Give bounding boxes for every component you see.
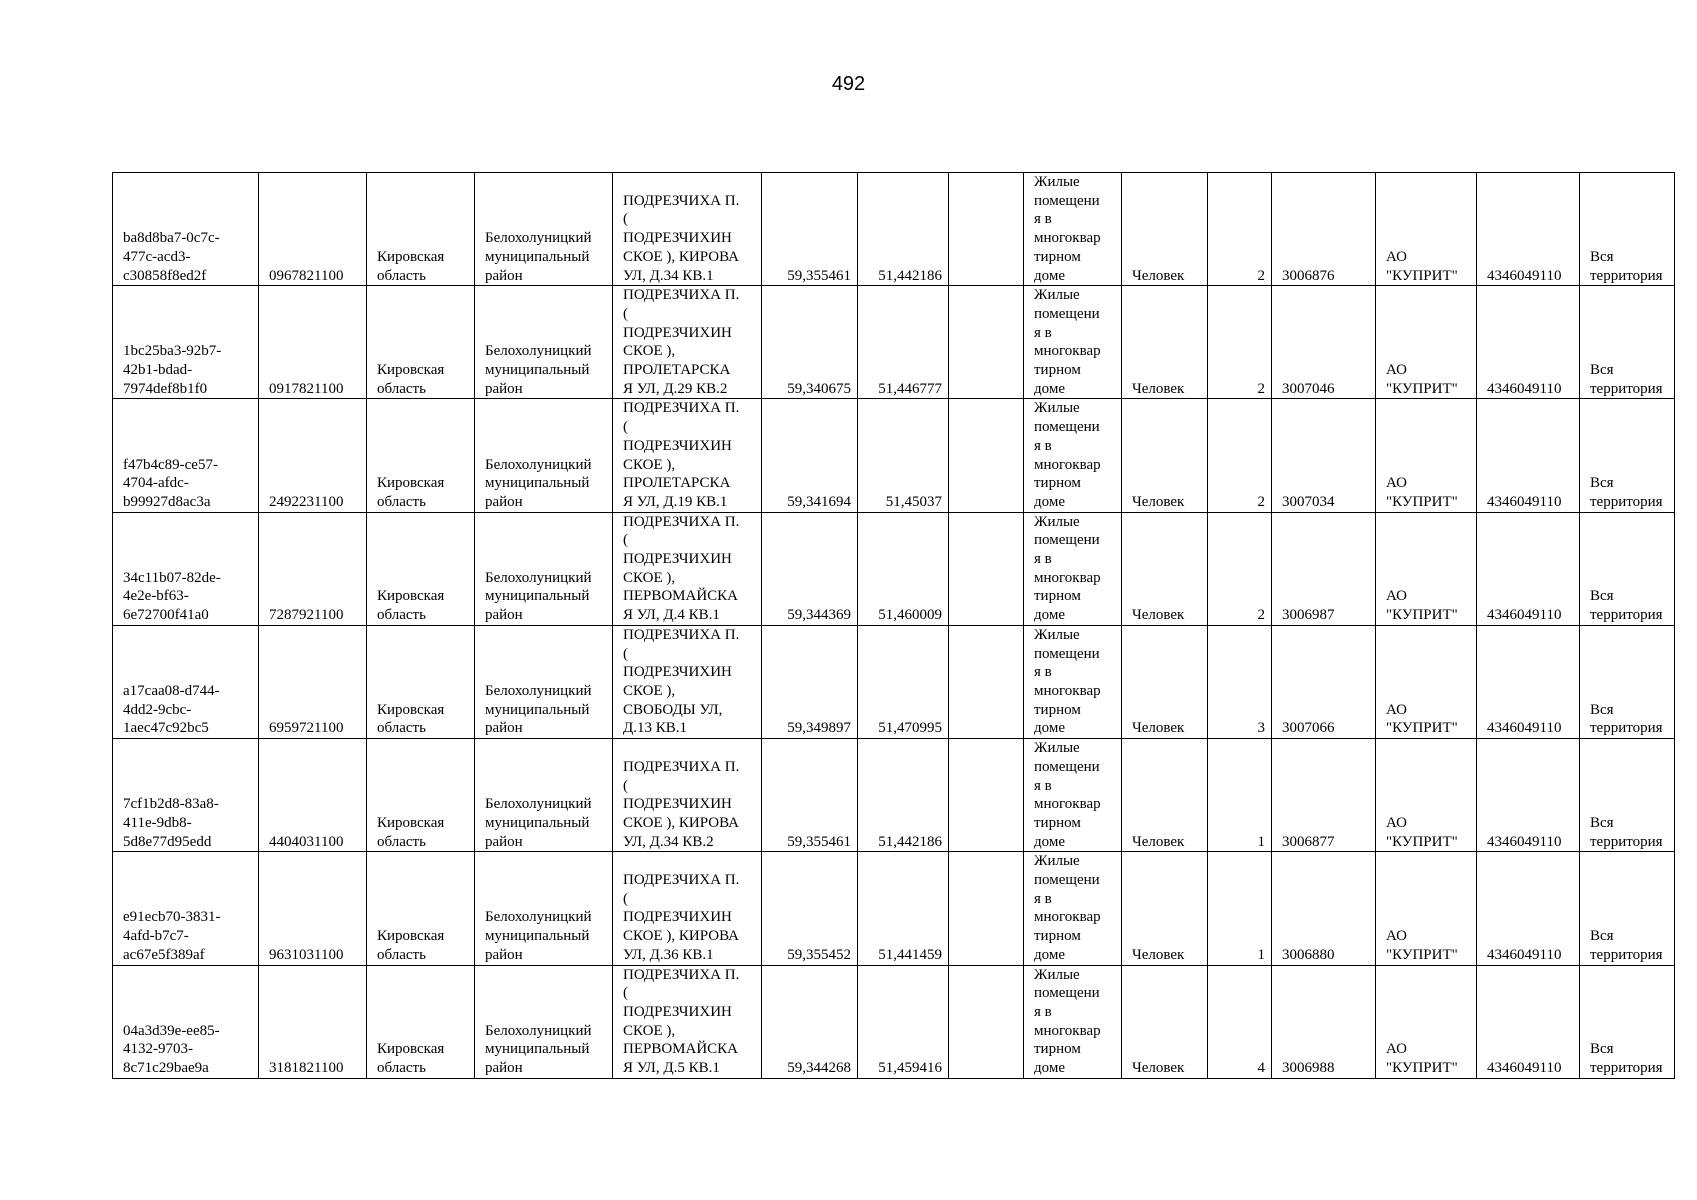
object-type-cell: Жилые помещени я в многоквар тирном доме: [1024, 739, 1122, 852]
record-id-cell: 7cf1b2d8-83a8- 411e-9db8- 5d8e77d95edd: [113, 739, 259, 852]
registry-table: [112, 172, 1675, 1079]
table-row: [113, 286, 1675, 399]
territory-cell: Вся территория: [1580, 399, 1675, 512]
region-cell: Кировская область: [367, 399, 475, 512]
count-cell: 2: [1208, 286, 1272, 399]
region-cell: Кировская область: [367, 739, 475, 852]
longitude-cell: 51,442186: [858, 739, 949, 852]
address-cell: ПОДРЕЗЧИХА П. ( ПОДРЕЗЧИХИН СКОЕ ), КИРОВА УЛ, Д.36 КВ.1: [613, 852, 762, 965]
code-cell: 3006880: [1272, 852, 1376, 965]
oktmo-code-cell: 2492231100: [259, 399, 367, 512]
table-row: [113, 739, 1675, 852]
unit-cell: Человек: [1122, 625, 1208, 738]
region-cell: Кировская область: [367, 286, 475, 399]
address-cell: ПОДРЕЗЧИХА П. ( ПОДРЕЗЧИХИН СКОЕ ), ПЕРВОМАЙСКА Я УЛ, Д.4 КВ.1: [613, 512, 762, 625]
organization-cell: АО "КУПРИТ": [1376, 399, 1477, 512]
count-cell: 4: [1208, 965, 1272, 1078]
table-row: [113, 625, 1675, 738]
longitude-cell: 51,470995: [858, 625, 949, 738]
region-cell: Кировская область: [367, 625, 475, 738]
address-cell: ПОДРЕЗЧИХА П. ( ПОДРЕЗЧИХИН СКОЕ ), ПЕРВОМАЙСКА Я УЛ, Д.5 КВ.1: [613, 965, 762, 1078]
inn-cell: 4346049110: [1477, 625, 1580, 738]
latitude-cell: 59,349897: [762, 625, 858, 738]
latitude-cell: 59,344268: [762, 965, 858, 1078]
unit-cell: Человек: [1122, 965, 1208, 1078]
unit-cell: Человек: [1122, 286, 1208, 399]
record-id-cell: f47b4c89-ce57- 4704-afdc- b99927d8ac3a: [113, 399, 259, 512]
empty-cell: [949, 512, 1024, 625]
district-cell: Белохолуницкий муниципальный район: [475, 739, 613, 852]
object-type-cell: Жилые помещени я в многоквар тирном доме: [1024, 625, 1122, 738]
longitude-cell: 51,442186: [858, 173, 949, 286]
inn-cell: 4346049110: [1477, 512, 1580, 625]
record-id-cell: 34c11b07-82de- 4e2e-bf63- 6e72700f41a0: [113, 512, 259, 625]
table-row: [113, 399, 1675, 512]
count-cell: 2: [1208, 512, 1272, 625]
latitude-cell: 59,355461: [762, 173, 858, 286]
unit-cell: Человек: [1122, 512, 1208, 625]
latitude-cell: 59,355452: [762, 852, 858, 965]
inn-cell: 4346049110: [1477, 965, 1580, 1078]
object-type-cell: Жилые помещени я в многоквар тирном доме: [1024, 399, 1122, 512]
empty-cell: [949, 399, 1024, 512]
longitude-cell: 51,459416: [858, 965, 949, 1078]
region-cell: Кировская область: [367, 512, 475, 625]
district-cell: Белохолуницкий муниципальный район: [475, 399, 613, 512]
unit-cell: Человек: [1122, 852, 1208, 965]
address-cell: ПОДРЕЗЧИХА П. ( ПОДРЕЗЧИХИН СКОЕ ), КИРОВА УЛ, Д.34 КВ.2: [613, 739, 762, 852]
latitude-cell: 59,344369: [762, 512, 858, 625]
latitude-cell: 59,355461: [762, 739, 858, 852]
longitude-cell: 51,45037: [858, 399, 949, 512]
oktmo-code-cell: 0967821100: [259, 173, 367, 286]
territory-cell: Вся территория: [1580, 286, 1675, 399]
longitude-cell: 51,460009: [858, 512, 949, 625]
inn-cell: 4346049110: [1477, 173, 1580, 286]
empty-cell: [949, 625, 1024, 738]
count-cell: 3: [1208, 625, 1272, 738]
longitude-cell: 51,446777: [858, 286, 949, 399]
empty-cell: [949, 173, 1024, 286]
oktmo-code-cell: 9631031100: [259, 852, 367, 965]
longitude-cell: 51,441459: [858, 852, 949, 965]
code-cell: 3006988: [1272, 965, 1376, 1078]
count-cell: 2: [1208, 399, 1272, 512]
code-cell: 3007034: [1272, 399, 1376, 512]
region-cell: Кировская область: [367, 965, 475, 1078]
region-cell: Кировская область: [367, 173, 475, 286]
object-type-cell: Жилые помещени я в многоквар тирном доме: [1024, 852, 1122, 965]
oktmo-code-cell: 0917821100: [259, 286, 367, 399]
latitude-cell: 59,341694: [762, 399, 858, 512]
object-type-cell: Жилые помещени я в многоквар тирном доме: [1024, 965, 1122, 1078]
organization-cell: АО "КУПРИТ": [1376, 286, 1477, 399]
address-cell: ПОДРЕЗЧИХА П. ( ПОДРЕЗЧИХИН СКОЕ ), ПРОЛЕТАРСКА Я УЛ, Д.29 КВ.2: [613, 286, 762, 399]
address-cell: ПОДРЕЗЧИХА П. ( ПОДРЕЗЧИХИН СКОЕ ), КИРОВА УЛ, Д.34 КВ.1: [613, 173, 762, 286]
record-id-cell: 04a3d39e-ee85- 4132-9703- 8c71c29bae9a: [113, 965, 259, 1078]
oktmo-code-cell: 3181821100: [259, 965, 367, 1078]
inn-cell: 4346049110: [1477, 399, 1580, 512]
code-cell: 3006877: [1272, 739, 1376, 852]
district-cell: Белохолуницкий муниципальный район: [475, 852, 613, 965]
organization-cell: АО "КУПРИТ": [1376, 852, 1477, 965]
district-cell: Белохолуницкий муниципальный район: [475, 286, 613, 399]
table-body: [113, 173, 1675, 1079]
object-type-cell: Жилые помещени я в многоквар тирном доме: [1024, 173, 1122, 286]
empty-cell: [949, 286, 1024, 399]
code-cell: 3006876: [1272, 173, 1376, 286]
count-cell: 1: [1208, 852, 1272, 965]
record-id-cell: e91ecb70-3831- 4afd-b7c7- ac67e5f389af: [113, 852, 259, 965]
count-cell: 1: [1208, 739, 1272, 852]
record-id-cell: ba8d8ba7-0c7c- 477c-acd3- c30858f8ed2f: [113, 173, 259, 286]
code-cell: 3006987: [1272, 512, 1376, 625]
oktmo-code-cell: 7287921100: [259, 512, 367, 625]
empty-cell: [949, 852, 1024, 965]
territory-cell: Вся территория: [1580, 625, 1675, 738]
region-cell: Кировская область: [367, 852, 475, 965]
district-cell: Белохолуницкий муниципальный район: [475, 512, 613, 625]
code-cell: 3007066: [1272, 625, 1376, 738]
organization-cell: АО "КУПРИТ": [1376, 965, 1477, 1078]
address-cell: ПОДРЕЗЧИХА П. ( ПОДРЕЗЧИХИН СКОЕ ), СВОБОДЫ УЛ, Д.13 КВ.1: [613, 625, 762, 738]
unit-cell: Человек: [1122, 173, 1208, 286]
territory-cell: Вся территория: [1580, 852, 1675, 965]
record-id-cell: 1bc25ba3-92b7- 42b1-bdad- 7974def8b1f0: [113, 286, 259, 399]
unit-cell: Человек: [1122, 739, 1208, 852]
territory-cell: Вся территория: [1580, 965, 1675, 1078]
territory-cell: Вся территория: [1580, 739, 1675, 852]
territory-cell: Вся территория: [1580, 512, 1675, 625]
code-cell: 3007046: [1272, 286, 1376, 399]
empty-cell: [949, 965, 1024, 1078]
record-id-cell: a17caa08-d744- 4dd2-9cbc- 1aec47c92bc5: [113, 625, 259, 738]
count-cell: 2: [1208, 173, 1272, 286]
territory-cell: Вся территория: [1580, 173, 1675, 286]
page-number: 492: [831, 73, 866, 95]
oktmo-code-cell: 4404031100: [259, 739, 367, 852]
table-row: [113, 173, 1675, 286]
organization-cell: АО "КУПРИТ": [1376, 512, 1477, 625]
inn-cell: 4346049110: [1477, 739, 1580, 852]
inn-cell: 4346049110: [1477, 852, 1580, 965]
table-row: [113, 852, 1675, 965]
table-row: [113, 965, 1675, 1078]
object-type-cell: Жилые помещени я в многоквар тирном доме: [1024, 512, 1122, 625]
object-type-cell: Жилые помещени я в многоквар тирном доме: [1024, 286, 1122, 399]
organization-cell: АО "КУПРИТ": [1376, 739, 1477, 852]
organization-cell: АО "КУПРИТ": [1376, 625, 1477, 738]
organization-cell: АО "КУПРИТ": [1376, 173, 1477, 286]
address-cell: ПОДРЕЗЧИХА П. ( ПОДРЕЗЧИХИН СКОЕ ), ПРОЛЕТАРСКА Я УЛ, Д.19 КВ.1: [613, 399, 762, 512]
unit-cell: Человек: [1122, 399, 1208, 512]
district-cell: Белохолуницкий муниципальный район: [475, 173, 613, 286]
latitude-cell: 59,340675: [762, 286, 858, 399]
inn-cell: 4346049110: [1477, 286, 1580, 399]
empty-cell: [949, 739, 1024, 852]
oktmo-code-cell: 6959721100: [259, 625, 367, 738]
table-row: [113, 512, 1675, 625]
district-cell: Белохолуницкий муниципальный район: [475, 625, 613, 738]
district-cell: Белохолуницкий муниципальный район: [475, 965, 613, 1078]
